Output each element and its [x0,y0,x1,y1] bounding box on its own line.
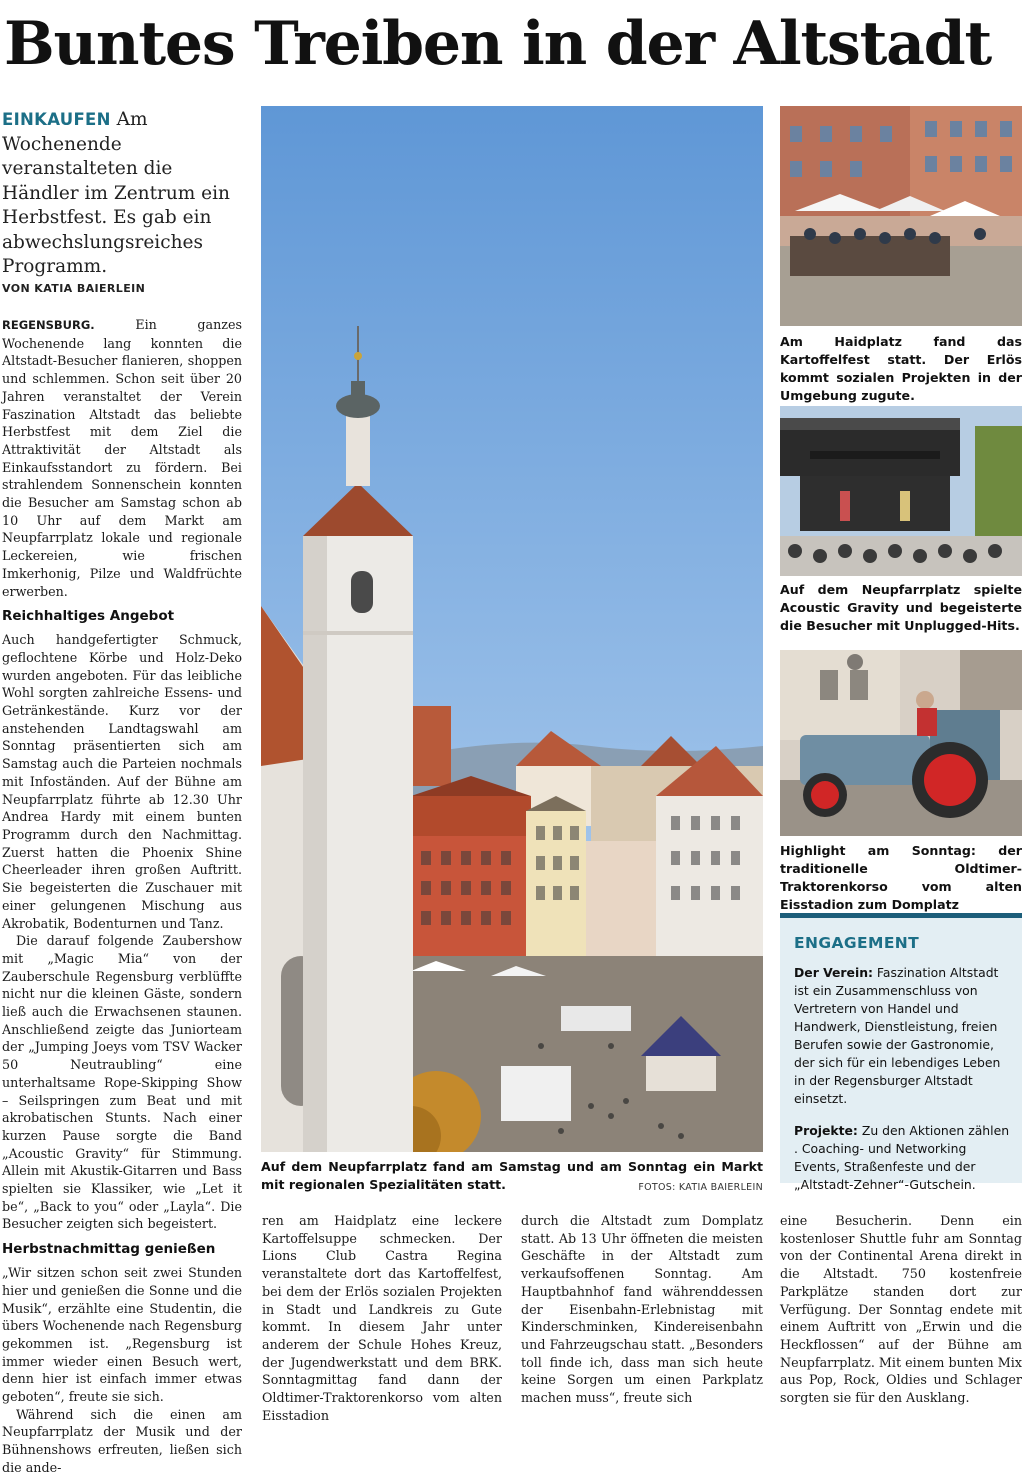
info-verein [794,964,1012,1108]
main-caption-text: Auf dem Neupfarrplatz fand am Samstag und am Sonntag ein Markt mit regionalen Spezialitäten statt. [261,1159,763,1192]
subhead-2: Herbstnachmittag genießen [2,1241,216,1258]
body-column-3 [521,1212,763,1407]
photo-credit: FOTOS: KATIA BAIERLEIN [638,1182,763,1193]
paragraph-3: Die darauf folgende Zaubershow mit „Magic Mia“ von der Zauberschule Regensburg verblüffte nicht nur die kleinen Gäste, sondern ließ auch die Erwachsenen staunen. Anschließend zeigte das Juniorteam der „Jumping Joeys vom TSV Wacker 50 Neutraubling“ eine unterhaltsame Rope-Skipping Show – Seilspringen zum Beat und mit akrobatischen Stunts. Nach einer kurzen Pause sorgte die Band „Acoustic Gravity“ für Stimmung. Allein mit Akustik-Gitarren und Bass spielten sie Klassiker, wie „Let it be“, „Back to you“ oder „Layla“. Die Besucher zeigten sich begeistert. [2,933,242,1232]
byline: VON KATIA BAIERLEIN [2,282,146,295]
column-4-text: eine Besucherin. Denn ein kostenloser Shuttle fuhr am Sonntag von der Continental Arena direkt in die Altstadt. 750 kostenfreie Parkplätze standen dort zur Verfügung. Der Sonntag endete mit einem Auftritt von „Erwin und die Heckflossen“ auf der Bühne am Neupfarrplatz. Mit einem bunten Mix aus Pop, Rock, Oldies und Schlager sorgten sie für den Ausklang. [780,1213,1022,1406]
haidplatz-photo [780,106,1022,326]
main-photo-caption [261,1158,763,1197]
paragraph-1: Ein ganzes Wochenende lang konnten die Altstadt-Besucher flanieren, shoppen und schlemmen. Schon seit über 20 Jahren veranstaltet der Verein Faszination Altstadt das beliebte Herbstfest mit dem Ziel die Attraktivität der Altstadt als Einkaufsstandort zu fördern. Bei strahlendem Sonnenschein konnten die Besucher am Samstag schon ab 10 Uhr auf dem Markt am Neupfarrplatz lokale und regionale Leckereien, wie frischen Imkerhonig, Pilze und Waldfrüchte erwerben. [2,317,242,599]
subhead-1: Reichhaltiges Angebot [2,608,175,625]
body-column-4 [780,1212,1022,1407]
kicker: EINKAUFEN [2,110,111,129]
deck [2,108,250,280]
body-column-2 [262,1212,502,1424]
stage-photo [780,406,1022,576]
paragraph-4: „Wir sitzen schon seit zwei Stunden hier und genießen die Sonne und die Musik“, erzählte eine Studentin, die übers Wochenende nach Regensburg gekommen ist. „Regensburg ist immer wieder einen Besuch wert, denn hier ist einfach immer etwas geboten“, freute sie sich. [2,1265,242,1405]
info-projekte-label: Projekte: [794,1123,858,1138]
body-column-1 [2,316,242,1477]
dateline: REGENSBURG. [2,318,95,332]
paragraph-2: Auch handgefertigter Schmuck, geflochtene Körbe und Holz-Deko wurden angeboten. Für das leibliche Wohl sorgten zahlreiche Essens- und Getränkestände. Kurz vor der anstehenden Landtagswahl am Sonntag präsentierten sich am Samstag auch die Parteien nochmals mit Infoständen. Auf der Bühne am Neupfarrplatz führte ab 12.30 Uhr Andrea Hardy mit einem bunten Programm durch den Nachmittag. Zuerst hatten die Phoenix Shine Cheerleader ihren großen Auftritt. Sie begeisterten die Zuschauer mit einer gelungenen Mischung aus Akrobatik, Bodenturnen und Tanz. [2,632,242,931]
haidplatz-caption: Am Haidplatz fand das Kartoffelfest statt. Der Erlös kommt sozialen Projekten in der Umgebung zugute. [780,334,1022,403]
tractor-caption: Highlight am Sonntag: der traditionelle Oldtimer-Traktorenkorso vom alten Eisstadion zum Domplatz [780,843,1022,912]
column-3-text: durch die Altstadt zum Domplatz statt. Ab 13 Uhr öffneten die meisten Geschäfte in der Altstadt zum verkaufsoffenen Sonntag. Am Hauptbahnhof fand währenddessen der Eisenbahn-Erlebnistag mit Kinderschminken, Kindereisenbahn und Fahrzeugschau statt. „Besonders toll finde ich, dass man sich heute keine Sorgen um einen Parkplatz machen muss“, freute sich [521,1213,763,1406]
church-square-illustration [261,106,763,1152]
deck-text: Am Wochenende veranstalteten die Händler im Zentrum ein Herbstfest. Es gab ein abwechslungsreiches Programm. [2,109,230,277]
haidplatz-illustration [780,106,1022,326]
headline: Buntes Treiben in der Altstadt [4,9,992,79]
engagement-info-box [780,913,1022,1192]
info-projekte-text: Zu den Aktionen zählen . Coaching- und Networking Events, Straßenfeste und der „Altstadt-Zehner“-Gutschein. [794,1123,1010,1192]
stage-caption: Auf dem Neupfarrplatz spielte Acoustic Gravity und begeisterte die Besucher mit Unplugged-Hits. [780,582,1022,633]
stage-illustration [780,406,1022,576]
column-2-text: ren am Haidplatz eine leckere Kartoffelsuppe schmecken. Der Lions Club Castra Regina veranstaltete dort das Kartoffelfest, bei dem der Erlös sozialen Projekten in Stadt und Landkreis zu Gute kommt. In diesem Jahr unter anderem der Schule Hohes Kreuz, der Jugendwerkstatt und dem BRK. Sonntagmittag fand dann der Oldtimer-Traktorenkorso vom alten Eisstadion [262,1213,502,1423]
info-box-title: ENGAGEMENT [794,934,920,952]
tractor-illustration [780,650,1022,836]
main-photo [261,106,763,1152]
tractor-photo [780,650,1022,836]
info-projekte [794,1122,1012,1194]
info-verein-label: Der Verein: [794,965,873,980]
paragraph-5: Während sich die einen am Neupfarrplatz der Musik und der Bühnenshows erfreuten, ließen sich die ande- [2,1406,242,1475]
info-verein-text: Faszination Altstadt ist ein Zusammenschluss von Vertretern von Handel und Handwerk, Dienstleistung, freien Berufen sowie der Gastronomie, der sich für ein lebendiges Leben in der Regensburger Altstadt einsetzt. [794,965,1001,1106]
